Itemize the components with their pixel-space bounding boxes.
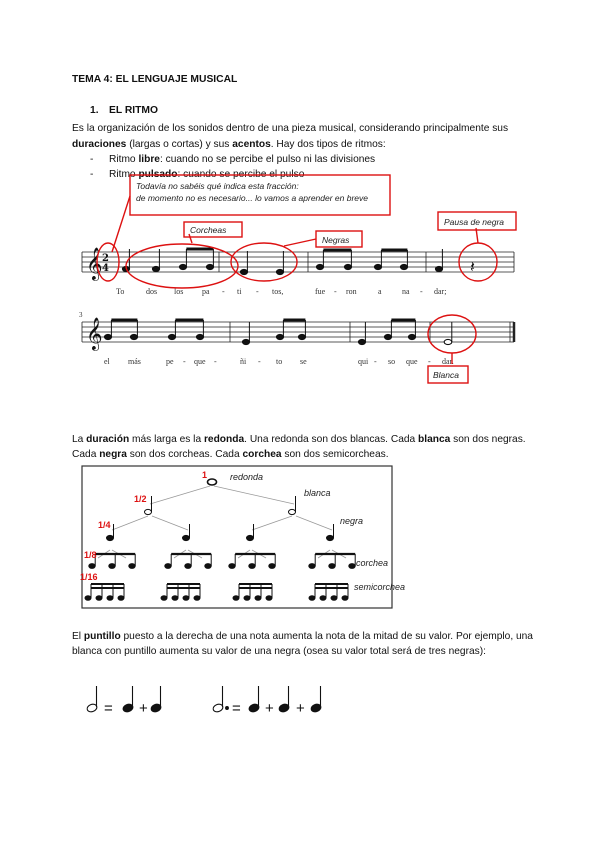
- note-name: blanca: [304, 488, 331, 498]
- label-blanca: Blanca: [433, 370, 459, 380]
- lyric: -: [420, 287, 423, 296]
- note-box-text: de momento no es necesario... lo vamos a aprender en breve: [136, 193, 368, 203]
- plus-sign: +: [139, 700, 148, 717]
- lyric: qui: [358, 357, 369, 366]
- lyric: -: [183, 357, 186, 366]
- text-run: Ritmo: [109, 154, 139, 165]
- text-run: . Una redonda son dos blancas. Cada: [244, 434, 419, 445]
- bold-term: libre: [138, 154, 160, 165]
- paragraph-line: [72, 644, 486, 659]
- fraction-label: 1/2: [134, 494, 147, 504]
- lyric: los: [174, 287, 184, 296]
- lyric: ti: [237, 287, 242, 296]
- lyric: -: [222, 287, 225, 296]
- lyric: más: [128, 357, 141, 366]
- text-run: puesto a la derecha de una nota aumenta la nota de la mitad de su valor. Por ejemplo, una: [120, 631, 533, 642]
- lyric: -: [374, 357, 377, 366]
- bold-term: corchea: [242, 449, 282, 460]
- text-run: más larga es la: [129, 434, 204, 445]
- bold-term: duración: [86, 434, 130, 445]
- text-run: : cuando no se percibe el pulso ni las divisiones: [159, 154, 376, 165]
- lyric: fue: [315, 287, 326, 296]
- equals-sign: =: [232, 700, 241, 717]
- lyric: pe: [166, 357, 174, 366]
- paragraph-line: [72, 432, 526, 447]
- text-run: son dos corcheas. Cada: [126, 449, 243, 460]
- lyric: -: [334, 287, 337, 296]
- text-run: La: [72, 434, 87, 445]
- label-negras: Negras: [322, 235, 350, 245]
- lyric: -: [256, 287, 259, 296]
- label-corcheas: Corcheas: [190, 225, 227, 235]
- bullet-dash: -: [90, 169, 94, 180]
- note-value-tree-figure: [80, 466, 406, 608]
- lyric: na: [402, 287, 410, 296]
- plus-sign: +: [265, 700, 274, 717]
- bold-term: pulsado: [138, 169, 178, 180]
- fraction-label: 1/8: [84, 550, 97, 560]
- bold-term: duraciones: [72, 139, 127, 150]
- quarter-rest-icon: 𝄽: [470, 257, 475, 276]
- text-run: . Hay dos tipos de ritmos:: [270, 139, 386, 150]
- whole-note-icon: [208, 479, 217, 485]
- lyric: tos,: [272, 287, 284, 296]
- lyric: so: [388, 357, 396, 366]
- treble-clef-icon: 𝄞: [86, 317, 103, 350]
- equals-sign: =: [104, 700, 113, 717]
- note-name: semicorchea: [354, 582, 406, 592]
- paragraph-line: Es la organización de los sonidos dentro de una pieza musical, considerando principalmente sus: [72, 123, 509, 134]
- fraction-label: 1/4: [98, 520, 111, 530]
- bold-term: negra: [99, 449, 127, 460]
- section-title: EL RITMO: [109, 105, 159, 116]
- lyric: -: [258, 357, 261, 366]
- time-signature: 2: [102, 253, 109, 264]
- text-run: son dos semicorcheas.: [281, 449, 389, 460]
- bold-term: acentos: [232, 139, 271, 150]
- rhythm-score-figure: [72, 181, 532, 396]
- lyric: el: [104, 357, 110, 366]
- dotted-note-equations: [84, 684, 344, 724]
- lyric: a: [378, 287, 382, 296]
- lyric: ñi: [240, 357, 247, 366]
- plus-sign: +: [296, 700, 305, 717]
- bullet-dash: -: [90, 154, 94, 165]
- lyric: dar;: [434, 287, 447, 296]
- section-number: 1.: [90, 105, 99, 116]
- text-run: son dos negras.: [450, 434, 526, 445]
- lyric: To: [116, 287, 125, 296]
- text-run: El: [72, 631, 84, 642]
- fraction-label: 1: [202, 470, 208, 480]
- text-run: blanca con puntillo aumenta su valor de una negra (osea su valor total será de tres negras):: [72, 646, 486, 657]
- bold-term: puntillo: [83, 631, 121, 642]
- lyric: que: [406, 357, 418, 366]
- lyric: se: [300, 357, 307, 366]
- paragraph-line: [72, 447, 389, 462]
- lyric: dar.: [442, 357, 454, 366]
- note-name: corchea: [356, 558, 389, 568]
- treble-clef-icon: 𝄞: [86, 247, 103, 280]
- text-run: Cada: [72, 449, 100, 460]
- text-run: (largas o cortas) y sus: [126, 139, 233, 150]
- time-signature: 4: [102, 263, 109, 274]
- lyric: -: [428, 357, 431, 366]
- measure-number: 3: [79, 311, 83, 319]
- note-name: negra: [340, 516, 364, 526]
- bold-term: blanca: [418, 434, 451, 445]
- text-run: Ritmo: [109, 169, 139, 180]
- paragraph-line: [72, 137, 386, 152]
- lyric: to: [276, 357, 283, 366]
- note-box-text: Todavía no sabéis qué indica esta fracción:: [136, 181, 299, 191]
- lyric: pa: [202, 287, 210, 296]
- page-title: TEMA 4: EL LENGUAJE MUSICAL: [72, 74, 238, 85]
- note-name: redonda: [230, 472, 264, 482]
- fraction-label: 1/16: [80, 572, 98, 582]
- bold-term: redonda: [203, 434, 245, 445]
- lyric: dos: [146, 287, 158, 296]
- label-pausa-de-negra: Pausa de negra: [444, 217, 505, 227]
- lyric: -: [214, 357, 217, 366]
- paragraph-line: [72, 629, 533, 644]
- bullet-item: [109, 152, 375, 167]
- lyric: que: [194, 357, 206, 366]
- text-run: : cuando se percibe el pulso: [177, 169, 305, 180]
- lyric: ron: [346, 287, 357, 296]
